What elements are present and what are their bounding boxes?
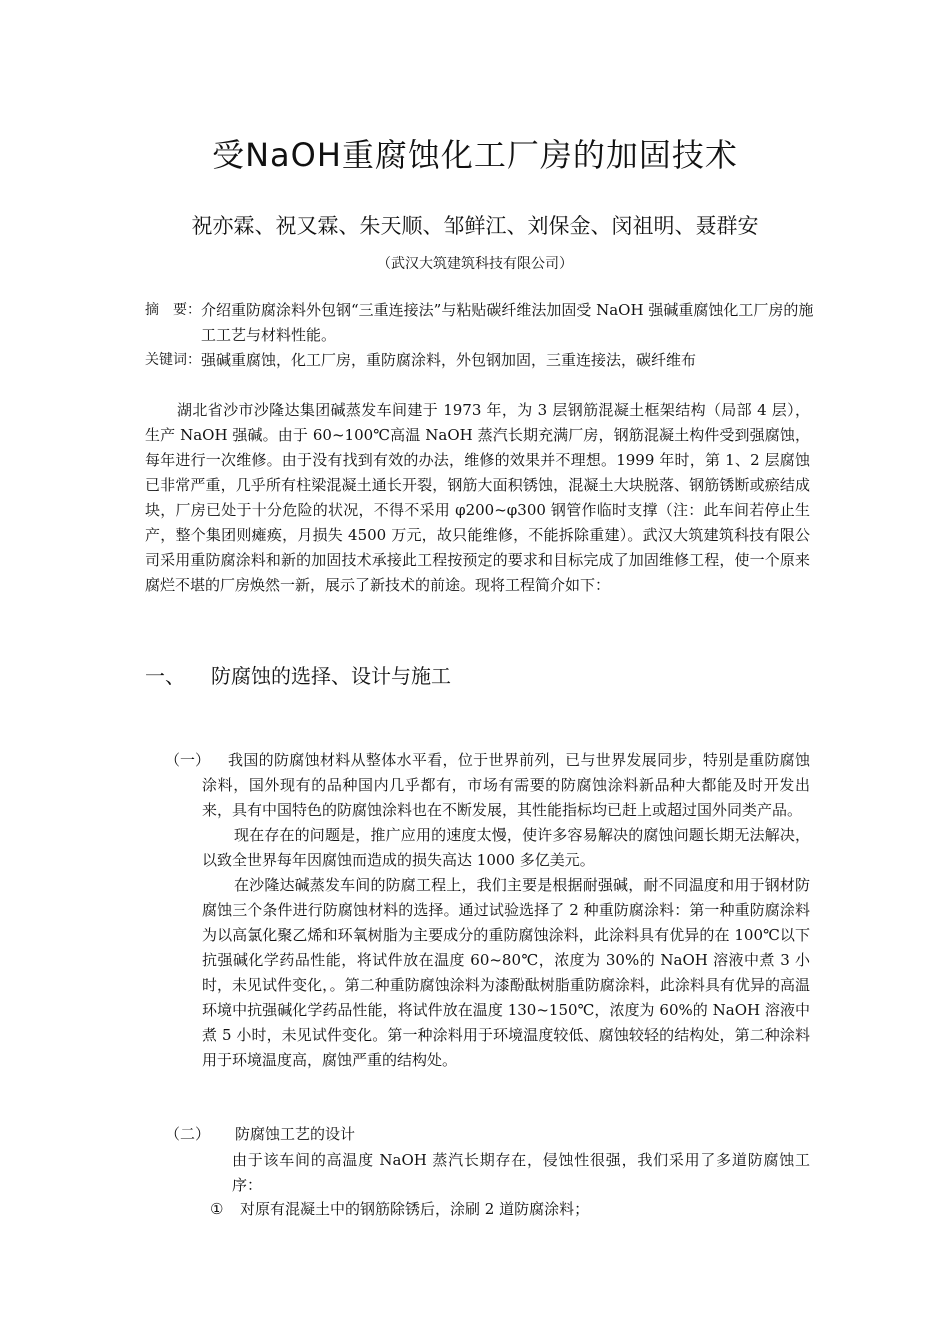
subsection-2-paragraph: 由于该车间的高温度 NaOH 蒸汽长期存在，侵蚀性很强，我们采用了多道防腐蚀工序： [232,1151,810,1194]
abstract-row [145,298,815,348]
intro-paragraph: 湖北省沙市沙隆达集团碱蒸发车间建于 1973 年，为 3 层钢筋混凝土框架结构（局部 4 层），生产 NaOH 强碱。由于 60~100℃高温 NaOH 蒸汽长期充满厂房，钢筋混凝土构件受到强腐蚀，每年进行一次维修。由于没有找到有效的办法，维修的效果并不理想。1999 年时，第 1、2 层腐蚀已非常严重，几乎所有柱梁混凝土通长开裂，钢筋大面积锈蚀，混凝土大块脱落、钢筋锈断或瘀结成块，厂房已处于十分危险的状况，不得不采用 φ200~φ300 钢管作临时支撑（注：此车间若停止生产，整个集团则瘫痪，月损失 4500 万元，故只能维修，不能拆除重建）。武汉大筑建筑科技有限公司采用重防腐涂料和新的加固技术承接此工程按预定的要求和目标完成了加固维修工程，使一个原来腐烂不堪的厂房焕然一新，展示了新技术的前途。现将工程简介如下： [145,401,810,594]
abstract-text: 介绍重防腐涂料外包钢“三重连接法”与粘贴碳纤维法加固受 NaOH 强碱重腐蚀化工厂房的施工工艺与材料性能。 [201,301,814,344]
subsection-1-paragraph-3: 在沙隆达碱蒸发车间的防腐工程上，我们主要是根据耐强碱，耐不同温度和用于钢材防腐蚀三个条件进行防腐蚀材料的选择。通过试验选择了 2 种重防腐涂料：第一种重防腐涂料为以高氯化聚乙烯和环氧树脂为主要成分的重防腐蚀涂料，此涂料具有优异的在 100℃以下抗强碱化学药品性能，将试件放在温度 60~80℃，浓度为 30%的 NaOH 溶液中煮 3 小时，未见试件变化，。第二种重防腐蚀涂料为漆酚酞树脂重防腐涂料，此涂料具有优异的高温环境中抗强碱化学药品性能，将试件放在温度 130~150℃，浓度为 60%的 NaOH 溶液中煮 5 小时，未见试件变化。第一种涂料用于环境温度较低、腐蚀较轻的结构处，第二种涂料用于环境温度高，腐蚀严重的结构处。 [202,876,810,1069]
subsection-2-title: 防腐蚀工艺的设计 [235,1125,356,1143]
subsection-1-body [202,748,810,1073]
abstract-label: 摘 要： [145,302,201,318]
affiliation: （武汉大筑建筑科技有限公司） [377,256,573,272]
author-list: 祝亦霖、祝又霖、朱天顺、邹鲜江、刘保金、闵祖明、聂群安 [191,214,759,238]
keywords-row [145,348,815,373]
process-step-1 [210,1197,589,1222]
subsection-1-label: （一） [165,751,211,769]
step-marker: ① [210,1200,224,1218]
step-text: 对原有混凝土中的钢筋除锈后，涂刷 2 道防腐涂料； [240,1200,590,1218]
subsection-2-heading [165,1122,355,1147]
subsection-2-number: （二） [165,1125,211,1143]
section-number: 一、 [145,664,185,688]
subsection-1-paragraph-2: 现在存在的问题是，推广应用的速度太慢，使许多容易解决的腐蚀问题长期无法解决，以致全世界每年因腐蚀而造成的损失高达 1000 多亿美元。 [202,826,810,869]
subsection-1-paragraph-1: 我国的防腐蚀材料从整体水平看，位于世界前列，已与世界发展同步，特别是重防腐蚀涂料，国外现有的品种国内几乎都有，市场有需要的防腐蚀涂料新品种大都能及时开发出来，具有中国特色的防腐蚀涂料也在不断发展，其性能指标均已赶上或超过国外同类产品。 [202,751,810,819]
abstract-section [145,298,815,373]
paper-title: 受NaOH重腐蚀化工厂房的加固技术 [212,136,738,174]
keywords-text: 强碱重腐蚀，化工厂房，重防腐涂料，外包钢加固，三重连接法，碳纤维布 [201,351,697,369]
section-heading-1 [145,660,451,689]
section-title: 防腐蚀的选择、设计与施工 [211,664,451,688]
keywords-label: 关键词： [145,352,201,368]
